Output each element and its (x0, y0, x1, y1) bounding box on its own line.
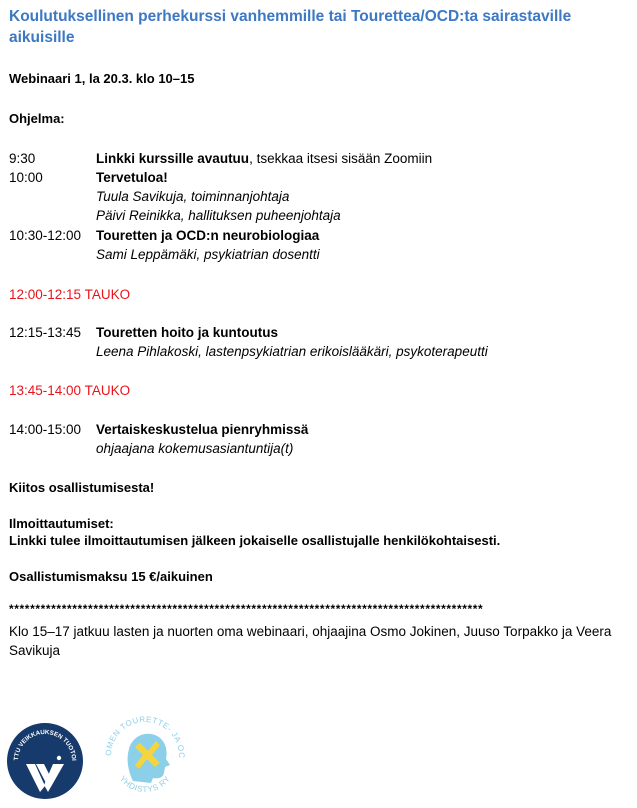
svg-text:SUOMEN TOURETTE- JA OCD-: OMEN TOURETTE- JA OC (103, 714, 187, 759)
schedule-time: 12:15-13:45 (9, 325, 82, 340)
schedule-time: 14:00-15:00 (9, 422, 82, 437)
schedule-speaker: Tuula Savikuja, toiminnanjohtaja (96, 189, 290, 204)
schedule-time: 9:30 (9, 151, 36, 166)
schedule-title: Tervetuloa! (96, 170, 168, 185)
schedule-speaker: Leena Pihlakoski, lastenpsykiatrian erikoislääkäri, psykoterapeutti (96, 344, 488, 359)
svg-text:YHDISTYS RY: YHDISTYS RY (117, 774, 173, 795)
kids-note: Klo 15–17 jatkuu lasten ja nuorten oma webinaari, ohjaajina Osmo Jokinen, Juuso Torpakko ja Veera Savikuja (9, 624, 612, 658)
program-heading: Ohjelma: (9, 111, 65, 126)
veikkaus-logo (6, 722, 84, 805)
webinar-heading: Webinaari 1, la 20.3. klo 10–15 (9, 71, 195, 86)
document-title: Koulutuksellinen perhekurssi vanhemmille tai Tourettea/OCD:ta sairastaville aikuisille (9, 8, 572, 46)
registration-text: Linkki tulee ilmoittautumisen jälkeen jokaiselle osallistujalle henkilökohtaisesti. (9, 533, 501, 548)
association-logo (98, 709, 192, 808)
schedule-title: Touretten hoito ja kuntoutus (96, 325, 278, 340)
break-label: 13:45-14:00 TAUKO (9, 383, 131, 398)
registration-heading: Ilmoittautumiset: (9, 516, 114, 531)
break-label: 12:00-12:15 TAUKO (9, 287, 131, 302)
schedule-speaker: Sami Leppämäki, psykiatrian dosentti (96, 247, 320, 262)
schedule-entry (96, 151, 432, 166)
schedule-time: 10:30-12:00 (9, 228, 82, 243)
fee-text: Osallistumismaksu 15 €/aikuinen (9, 569, 213, 584)
schedule-title: Touretten ja OCD:n neurobiologiaa (96, 228, 320, 243)
schedule-description: , tsekkaa itsesi sisään Zoomiin (249, 151, 433, 166)
schedule-speaker: Päivi Reinikka, hallituksen puheenjohtaja (96, 208, 341, 223)
svg-text:TUETTU VEIKKAUKSEN TUOTOILLA: TTU VEIKKAUKSEN TUOTOI (12, 728, 78, 762)
schedule-title: Linkki kurssille avautuu (96, 151, 250, 166)
schedule-title: Vertaiskeskustelua pienryhmissä (96, 422, 309, 437)
thanks-text: Kiitos osallistumisesta! (9, 480, 155, 495)
schedule-time: 10:00 (9, 170, 43, 185)
schedule-speaker: ohjaajana kokemusasiantuntija(t) (96, 441, 294, 456)
separator: ****************************************************************************************** (9, 602, 484, 616)
